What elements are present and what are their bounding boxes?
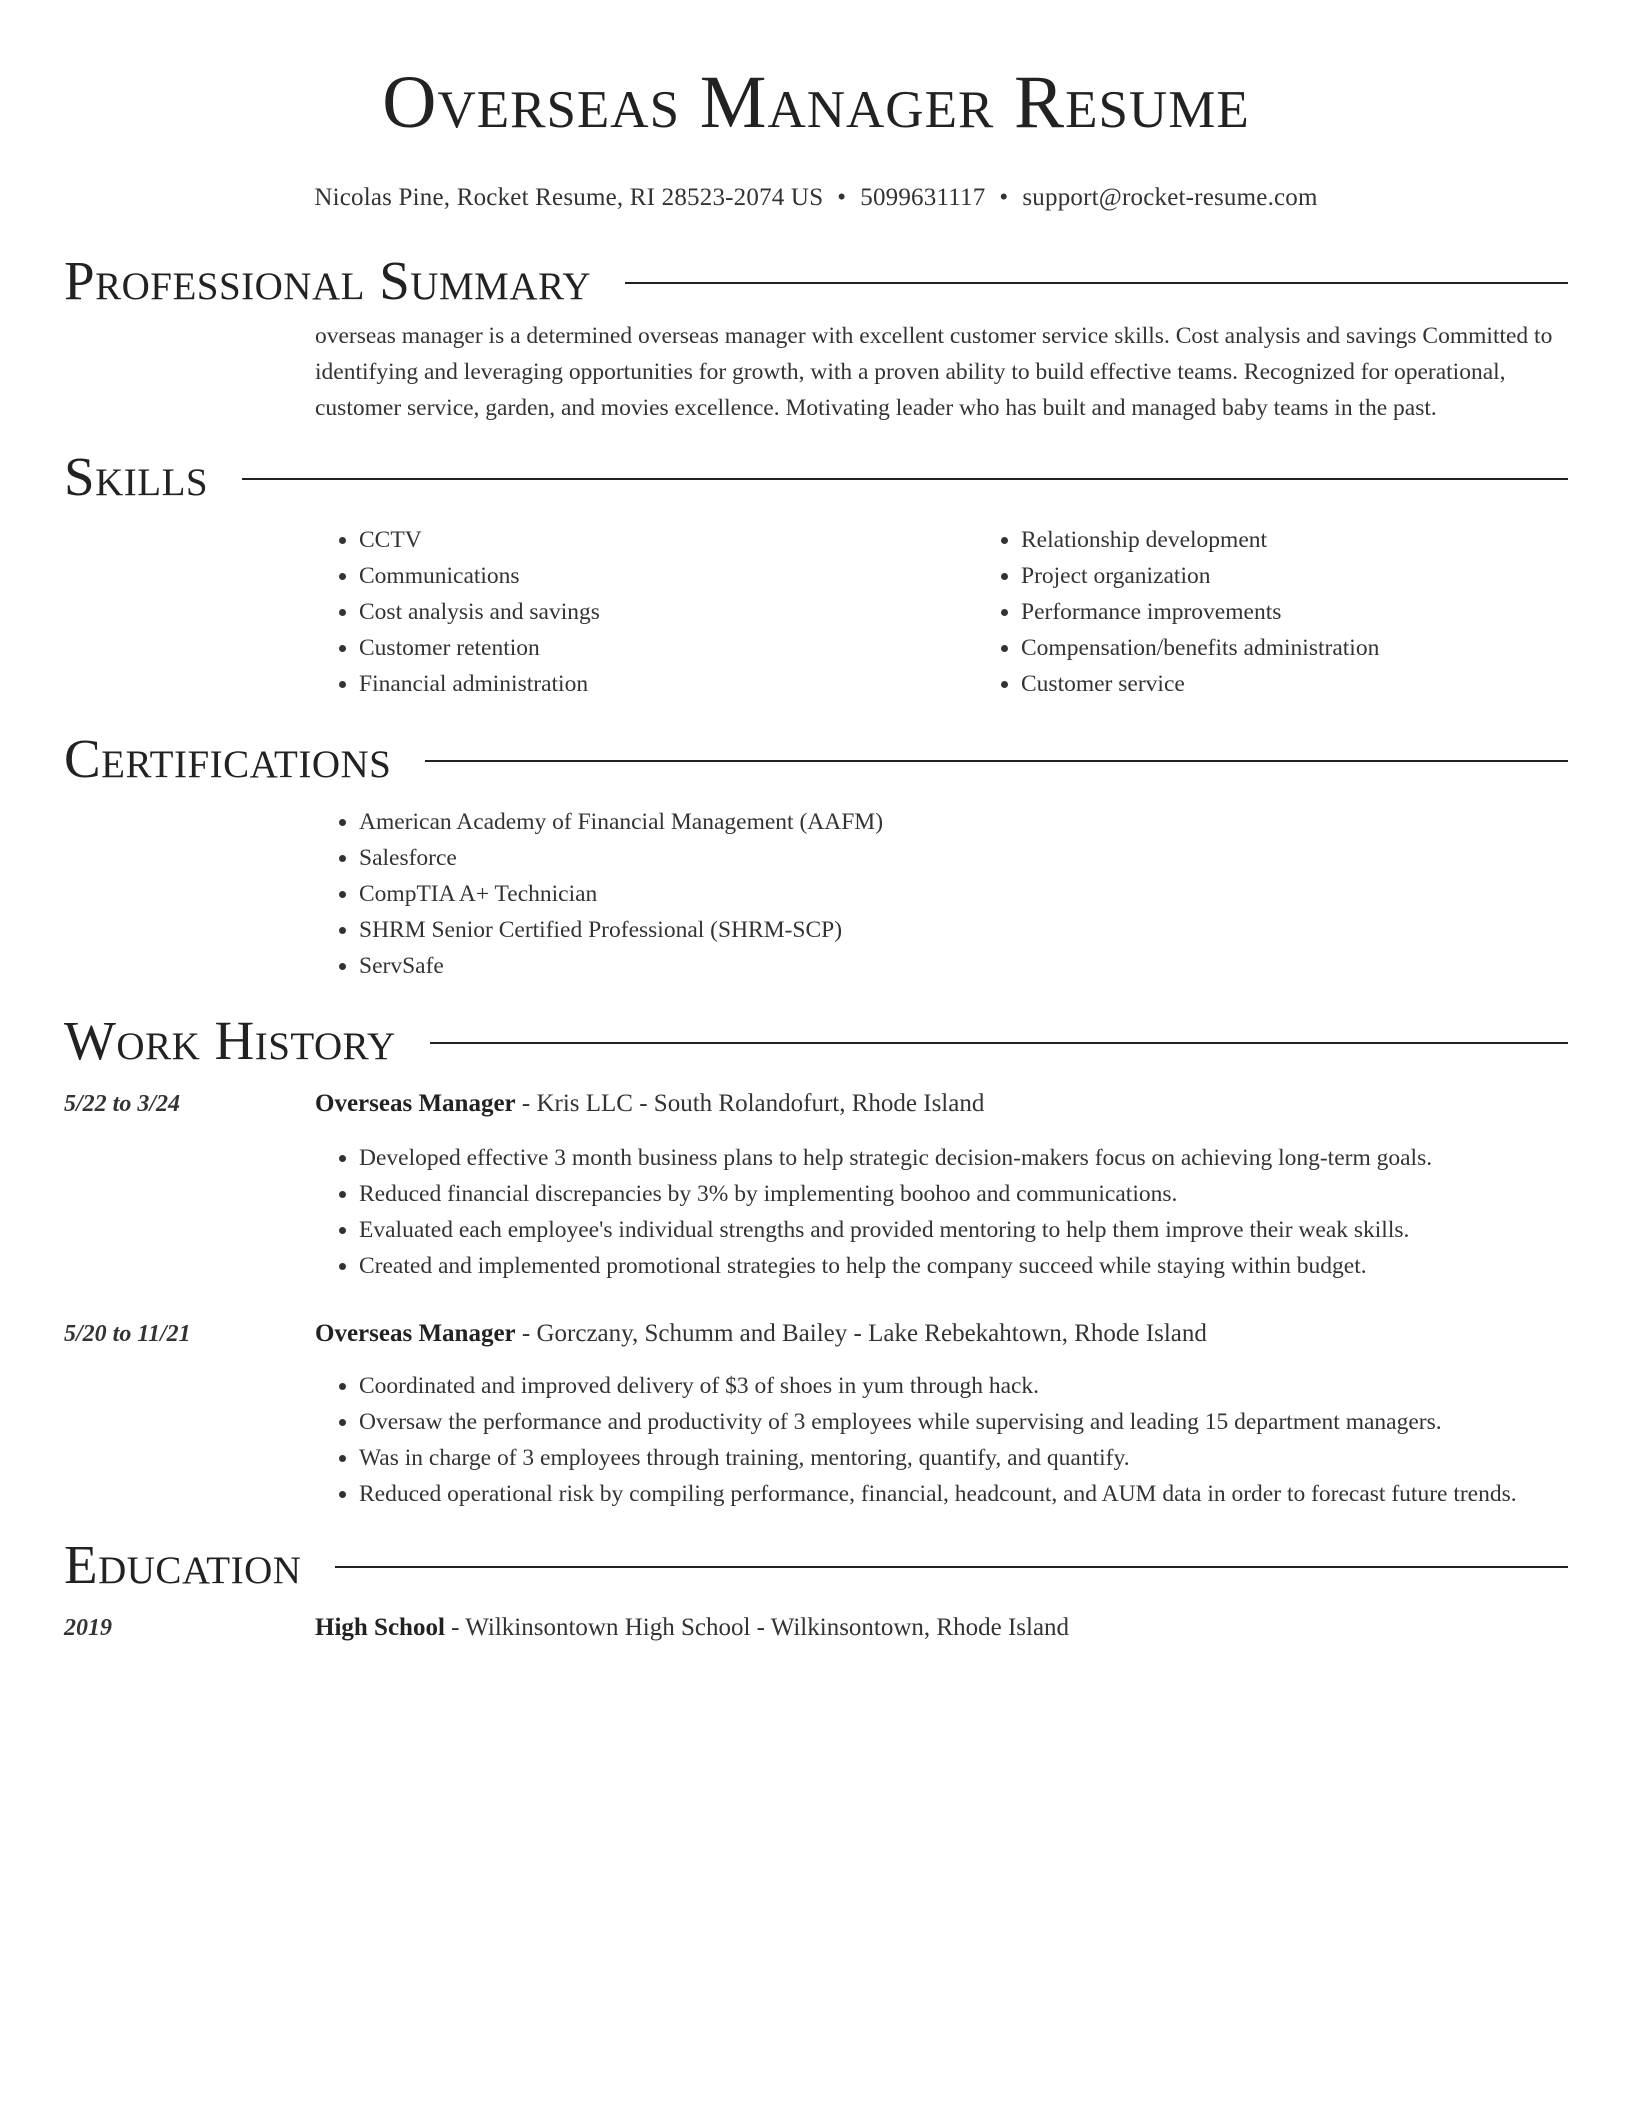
summary-text: overseas manager is a determined overseas manager with excellent customer service skills. Cost analysis and savings Committed to identifying and leveraging opportunities for growth, with a proven ability to build effective teams. Recognized for operational, customer service, garden, and movies excellence. Motivating leader who has built and managed baby teams in the past.: [315, 323, 1553, 421]
section-divider: [335, 1566, 1568, 1568]
skills-column-left: [315, 522, 977, 702]
section-divider: [625, 282, 1568, 284]
education-school: - Wilkinsontown High School - Wilkinsontown, Rhode Island: [444, 1614, 1070, 1641]
job-title: Overseas Manager: [315, 1320, 516, 1347]
contact-email: support@rocket-resume.com: [1022, 184, 1318, 211]
contact-separator: •: [837, 184, 847, 211]
job-bullet: • Coordinated and improved delivery of $3 of shoes in yum through hack.: [359, 1368, 1568, 1404]
job-bullet: • Reduced operational risk by compiling performance, financial, headcount, and AUM data in order to forecast future trends.: [359, 1476, 1568, 1512]
certifications-section-header: [64, 726, 1568, 792]
skills-list: [315, 522, 1568, 702]
certifications-bullets: [315, 804, 1568, 984]
certification-item: • ServSafe: [359, 948, 1568, 984]
work-heading: Work History: [64, 1010, 396, 1071]
job-details: [315, 1316, 1568, 1512]
resume-title: Overseas Manager Resume: [382, 61, 1250, 144]
skill-item: • Communications: [359, 558, 977, 594]
job-bullet: • Evaluated each employee's individual strengths and provided mentoring to help them improve their weak skills.: [359, 1212, 1568, 1248]
skill-item: • Cost analysis and savings: [359, 594, 977, 630]
certifications-list: [315, 804, 1568, 984]
section-divider: [425, 760, 1568, 762]
education-year: 2019: [64, 1615, 112, 1641]
job-header: [315, 1086, 1568, 1122]
job-entry: [64, 1316, 1568, 1512]
job-title: Overseas Manager: [315, 1090, 516, 1117]
certification-item: • American Academy of Financial Management (AAFM): [359, 804, 1568, 840]
skills-heading: Skills: [64, 446, 209, 507]
job-bullet: • Reduced financial discrepancies by 3% by implementing boohoo and communications.: [359, 1176, 1568, 1212]
skill-item: • Compensation/benefits administration: [1021, 630, 1632, 666]
education-details: [315, 1610, 1568, 1646]
certification-item: • Salesforce: [359, 840, 1568, 876]
contact-address: Nicolas Pine, Rocket Resume, RI 28523-2074 US: [314, 184, 824, 211]
skills-column-right: [977, 522, 1632, 702]
skills-section-header: [64, 444, 1568, 510]
education-heading: Education: [64, 1534, 302, 1595]
skill-item: • Performance improvements: [1021, 594, 1632, 630]
job-bullet: • Oversaw the performance and productivity of 3 employees while supervising and leading 15 department managers.: [359, 1404, 1568, 1440]
job-details: [315, 1086, 1568, 1284]
job-dates: 5/22 to 3/24: [64, 1091, 181, 1117]
skill-item: • Project organization: [1021, 558, 1632, 594]
education-header: [315, 1610, 1568, 1646]
skill-item: • CCTV: [359, 522, 977, 558]
job-bullet: • Created and implemented promotional strategies to help the company succeed while staying within budget.: [359, 1248, 1568, 1284]
summary-section-header: [64, 248, 1568, 314]
job-employer: - Gorczany, Schumm and Bailey - Lake Rebekahtown, Rhode Island: [515, 1320, 1207, 1347]
section-divider: [430, 1042, 1568, 1044]
summary-body: [315, 318, 1568, 426]
job-bullet: • Was in charge of 3 employees through training, mentoring, quantify, and quantify.: [359, 1440, 1568, 1476]
job-employer: - Kris LLC - South Rolandofurt, Rhode Island: [515, 1090, 985, 1117]
education-section-header: [64, 1532, 1568, 1598]
skill-item: • Customer service: [1021, 666, 1632, 702]
contact-phone: 5099631117: [860, 184, 986, 211]
job-bullets: [315, 1368, 1568, 1512]
education-degree: High School: [315, 1614, 445, 1641]
education-entry: [64, 1610, 1568, 1646]
job-header: [315, 1316, 1568, 1352]
section-divider: [242, 478, 1568, 480]
certification-item: • CompTIA A+ Technician: [359, 876, 1568, 912]
contact-line: [64, 182, 1568, 214]
job-entry: [64, 1086, 1568, 1284]
skill-item: • Customer retention: [359, 630, 977, 666]
job-bullet: • Developed effective 3 month business plans to help strategic decision-makers focus on achieving long-term goals.: [359, 1140, 1568, 1176]
certification-item: • SHRM Senior Certified Professional (SHRM-SCP): [359, 912, 1568, 948]
certifications-heading: Certifications: [64, 728, 392, 789]
job-dates: 5/20 to 11/21: [64, 1321, 191, 1347]
skill-item: • Relationship development: [1021, 522, 1632, 558]
contact-separator: •: [999, 184, 1009, 211]
resume-page: [64, 0, 1568, 1646]
job-bullets: [315, 1140, 1568, 1284]
work-section-header: [64, 1008, 1568, 1074]
skill-item: • Financial administration: [359, 666, 977, 702]
summary-heading: Professional Summary: [64, 250, 592, 311]
